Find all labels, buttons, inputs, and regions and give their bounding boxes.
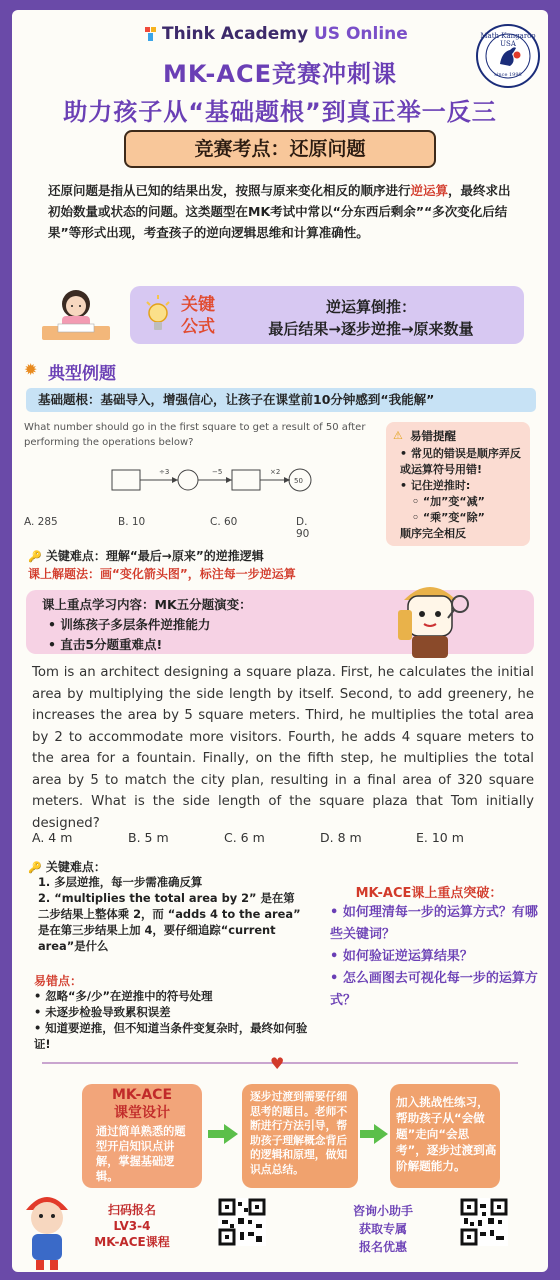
focus-title: 课上重点学习内容：MK五分题演变： <box>42 597 252 612</box>
errors-title: 易错点： <box>34 974 83 988</box>
option-c: C. 60 <box>210 516 238 528</box>
highlights-list: • 如何理清每一步的运算方式？有哪些关键词？ • 如何验证逆运算结果？ • 怎么画图去可视化每一步的运算方式？ <box>330 905 538 1008</box>
subtitle: 助力孩子从“基础题根”到真正举一反三 <box>63 98 497 126</box>
course-step-2-text: 逐步过渡到需要仔细思考的题目。老师不断进行方法引导，帮助孩子理解概念背后的逻辑和原理，做知识点总结。 <box>250 1090 348 1176</box>
brand-name: Think Academy US Online <box>162 24 408 44</box>
basic-question-bar: 基础题根：基础导入，增强信心，让孩子在课堂前10分钟感到“我能解” <box>26 388 536 412</box>
option-e: E. 10 m <box>416 830 464 845</box>
arrow-right-icon <box>360 1122 388 1146</box>
option-b: B. 10 <box>118 516 146 528</box>
mascot-boy-illustration <box>18 1180 76 1272</box>
op-minus-5: −5 <box>212 468 223 476</box>
pitfall-body: • 常见的错误是顺序弄反或运算符号用错! • 记住逆推时: ◦ “加”变“减” ◦ “乘”变“除” 顺序完全相反 <box>400 447 521 540</box>
arrow-right-icon <box>208 1122 238 1146</box>
pitfall-title: 易错提醒 <box>410 429 456 443</box>
signup-text: 扫码报名 LV3-4 MK-ACE课程 <box>94 1203 170 1249</box>
key-difficulties-list: 1. 多层逆推，每一步需准确反算 2. “multiplies the total area by 2” 是在第二步结果上整体乘 2，而 “adds 4 to the area” 是在第三步结果上加 4，要仔细追踪“current area”是什么 <box>38 875 301 953</box>
operations-diagram <box>32 458 332 502</box>
option-a: A. 4 m <box>32 830 73 845</box>
key-difficulties-title: 🔑 关键难点： <box>28 860 106 874</box>
detective-mascot-illustration <box>380 570 480 666</box>
key-formula-label: 关键 公式 <box>181 295 215 337</box>
option-d: D. 90 <box>296 516 310 540</box>
studying-girl-illustration <box>38 282 114 344</box>
intro-paragraph: 还原问题是指从已知的结果出发，按照与原来变化相反的顺序进行逆运算，最终求出初始数量或状态的问题。这类题型在MK考试中常以“分东西后剩余”“多次变化后结果”等形式出现，考查孩子的逆向逻辑思维和计算准确性。 <box>48 183 511 240</box>
op-times-2: ×2 <box>270 468 281 476</box>
poster-card <box>12 10 548 1272</box>
option-c: C. 6 m <box>224 830 265 845</box>
main-title: MK-ACE竞赛冲刺课 <box>163 60 397 88</box>
formula-line-2: 最后结果→逐步逆推→原来数量 <box>268 320 474 338</box>
key-icon: 🔑 <box>28 861 42 874</box>
focus-bullet-1: • 训练孩子多层条件逆推能力 <box>48 617 211 632</box>
section-title: 典型例题 <box>48 364 116 384</box>
sun-icon: ✹ <box>24 360 38 379</box>
brand-logo-icon <box>144 26 158 42</box>
focus-bullet-2: • 直击5分题重难点! <box>48 637 163 652</box>
option-d: D. 8 m <box>320 830 362 845</box>
warning-icon: ⚠ <box>393 429 403 442</box>
key-icon: 🔑 <box>28 550 42 563</box>
errors-list: • 忽略“多/少”在逆推中的符号处理 • 未逐步检验导致累积误差 • 知道要逆推，但不知道当条件变复杂时，最终如何验证! <box>34 989 308 1051</box>
topic-banner: 竞赛考点：还原问题 <box>124 130 436 168</box>
op-divide-3: ÷3 <box>159 468 170 476</box>
math-kangaroo-seal: Math Kangaroo USA since 1998 <box>476 24 540 88</box>
option-a: A. 285 <box>24 516 58 528</box>
course-step-3-text: 加入挑战性练习，帮助孩子从“会做题”走向“会思考”，逐步过渡到高阶解题能力。 <box>396 1095 497 1173</box>
key-difficulty-line: 🔑 关键难点：理解“最后→原来”的逆推逻辑 <box>28 549 264 563</box>
heart-icon: ♥ <box>270 1054 285 1073</box>
bulb-icon <box>144 294 172 336</box>
option-b: B. 5 m <box>128 830 169 845</box>
formula-line-1: 逆运算倒推： <box>325 298 416 316</box>
consult-text: 咨询小助手 获取专属 报名优惠 <box>352 1204 413 1254</box>
course-step-1-text: 通过简单熟悉的题型开启知识点讲解，掌握基础逻辑。 <box>96 1125 186 1183</box>
method-line: 课上解题法：画“变化箭头图”，标注每一步逆运算 <box>28 567 296 581</box>
course-title: MK-ACE 课堂设计 <box>111 1087 173 1121</box>
signup-qr-code[interactable] <box>218 1198 266 1246</box>
highlights-title: MK-ACE课上重点突破： <box>355 886 503 901</box>
problem-text: Tom is an architect designing a square plaza. First, he calculates the initial area by multiplying the side length by itself. Second, to add greenery, he increases the area by 5 square meters. Third, he multiplies the total area by 2 to accommodate more visitors. Fourth, he adds 4 square meters to the area for a fountain. Finally, on the fifth step, he multiplies the total area by 5 to match the city plan, resulting in a final area of 320 square meters. What is the side length of the square plaza that Tom initially designed? <box>32 665 534 831</box>
question-1-text: What number should go in the first square to get a result of 50 after performing the operations below? <box>24 422 366 448</box>
result-50: 50 <box>294 477 303 485</box>
consult-qr-code[interactable] <box>460 1198 508 1246</box>
